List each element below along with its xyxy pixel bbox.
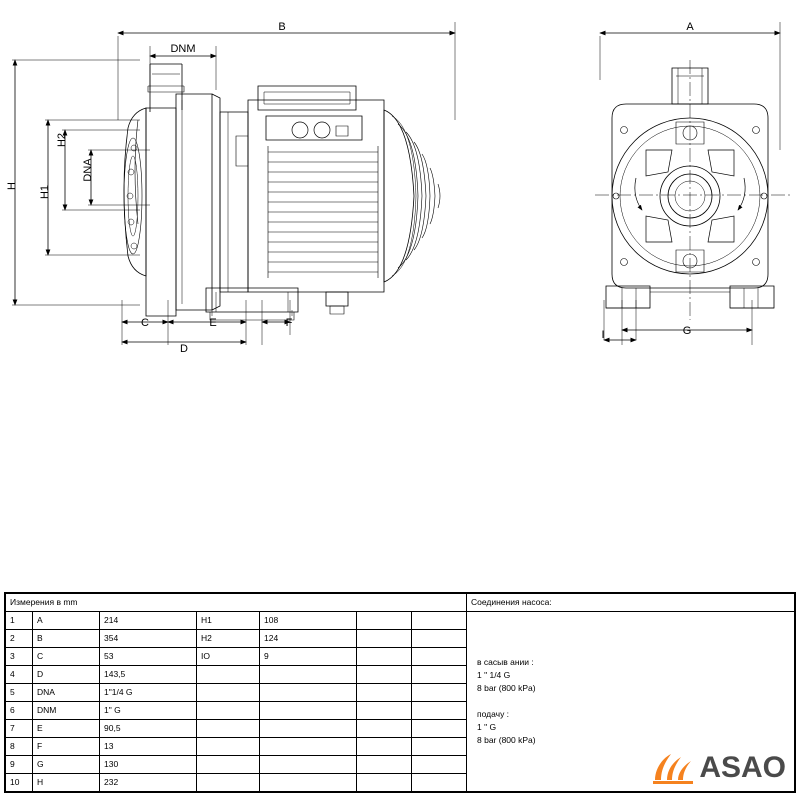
label-e: E (209, 317, 217, 329)
label-h1: H1 (39, 184, 51, 200)
row-symbol-2 (197, 738, 260, 756)
row-index: 6 (6, 702, 33, 720)
label-i: I (601, 329, 605, 341)
row-value-2 (260, 684, 357, 702)
connections-block (471, 656, 790, 747)
row-index: 7 (6, 720, 33, 738)
row-index: 5 (6, 684, 33, 702)
row-value-2 (260, 774, 357, 792)
row-value: 53 (100, 648, 197, 666)
row-pad-1 (357, 774, 412, 792)
row-value-2 (260, 666, 357, 684)
label-dna: DNA (82, 158, 94, 182)
row-symbol: DNA (33, 684, 100, 702)
row-value: 13 (100, 738, 197, 756)
label-g: G (682, 325, 692, 337)
row-pad-2 (412, 720, 467, 738)
row-symbol-2: IO (197, 648, 260, 666)
label-b: B (278, 21, 286, 33)
row-pad-2 (412, 612, 467, 630)
row-symbol: A (33, 612, 100, 630)
row-symbol-2 (197, 666, 260, 684)
row-value: 90,5 (100, 720, 197, 738)
row-pad-1 (357, 738, 412, 756)
label-d: D (180, 343, 188, 355)
row-value-2: 108 (260, 612, 357, 630)
label-h: H (6, 182, 18, 190)
row-pad-2 (412, 738, 467, 756)
row-value: 214 (100, 612, 197, 630)
row-pad-2 (412, 684, 467, 702)
row-index: 2 (6, 630, 33, 648)
row-pad-1 (357, 630, 412, 648)
row-value-2 (260, 738, 357, 756)
row-pad-2 (412, 666, 467, 684)
row-symbol: B (33, 630, 100, 648)
row-symbol: DNM (33, 702, 100, 720)
table-header-right: Соединения насоса: (467, 594, 795, 612)
row-pad-1 (357, 720, 412, 738)
connection-line: 8 bar (800 kPa) (477, 683, 536, 693)
row-pad-1 (357, 666, 412, 684)
row-pad-2 (412, 630, 467, 648)
connection-line: 1 " 1/4 G (477, 670, 511, 680)
row-symbol: H (33, 774, 100, 792)
asao-logo-text: ASAO (699, 751, 786, 784)
connection-spacer (471, 695, 790, 708)
row-value: 1" G (100, 702, 197, 720)
row-symbol-2: H2 (197, 630, 260, 648)
label-h2: H2 (56, 132, 68, 148)
row-symbol-2 (197, 684, 260, 702)
connection-line: 1 " G (477, 722, 497, 732)
row-index: 8 (6, 738, 33, 756)
row-index: 10 (6, 774, 33, 792)
connection-line: подачу : (477, 709, 510, 719)
row-symbol-2 (197, 774, 260, 792)
row-pad-1 (357, 612, 412, 630)
row-symbol: E (33, 720, 100, 738)
asao-logo (651, 748, 786, 788)
row-index: 3 (6, 648, 33, 666)
row-index: 9 (6, 756, 33, 774)
row-pad-2 (412, 774, 467, 792)
row-value-2 (260, 756, 357, 774)
row-pad-2 (412, 648, 467, 666)
row-index: 1 (6, 612, 33, 630)
row-value-2: 124 (260, 630, 357, 648)
row-value: 232 (100, 774, 197, 792)
row-pad-2 (412, 702, 467, 720)
row-symbol: G (33, 756, 100, 774)
table-row (6, 612, 795, 630)
row-value: 354 (100, 630, 197, 648)
connection-line: в сасыв ании : (477, 657, 534, 667)
row-symbol-2 (197, 720, 260, 738)
table-header-row (6, 594, 795, 612)
row-pad-1 (357, 684, 412, 702)
row-symbol: F (33, 738, 100, 756)
row-pad-1 (357, 702, 412, 720)
row-pad-2 (412, 756, 467, 774)
row-pad-1 (357, 756, 412, 774)
table-header-left: Измерения в mm (6, 594, 467, 612)
row-symbol: D (33, 666, 100, 684)
row-symbol-2 (197, 756, 260, 774)
row-symbol-2 (197, 702, 260, 720)
row-value: 1"1/4 G (100, 684, 197, 702)
row-value-2 (260, 702, 357, 720)
label-c: C (141, 317, 149, 329)
label-a: A (686, 21, 694, 33)
asao-logo-icon (651, 748, 695, 788)
row-symbol-2: H1 (197, 612, 260, 630)
row-index: 4 (6, 666, 33, 684)
row-value: 130 (100, 756, 197, 774)
row-symbol: C (33, 648, 100, 666)
label-dnm: DNM (170, 43, 196, 55)
label-f: F (285, 317, 293, 329)
row-value-2 (260, 720, 357, 738)
row-value: 143,5 (100, 666, 197, 684)
row-pad-1 (357, 648, 412, 666)
row-value-2: 9 (260, 648, 357, 666)
connection-line: 8 bar (800 kPa) (477, 735, 536, 745)
